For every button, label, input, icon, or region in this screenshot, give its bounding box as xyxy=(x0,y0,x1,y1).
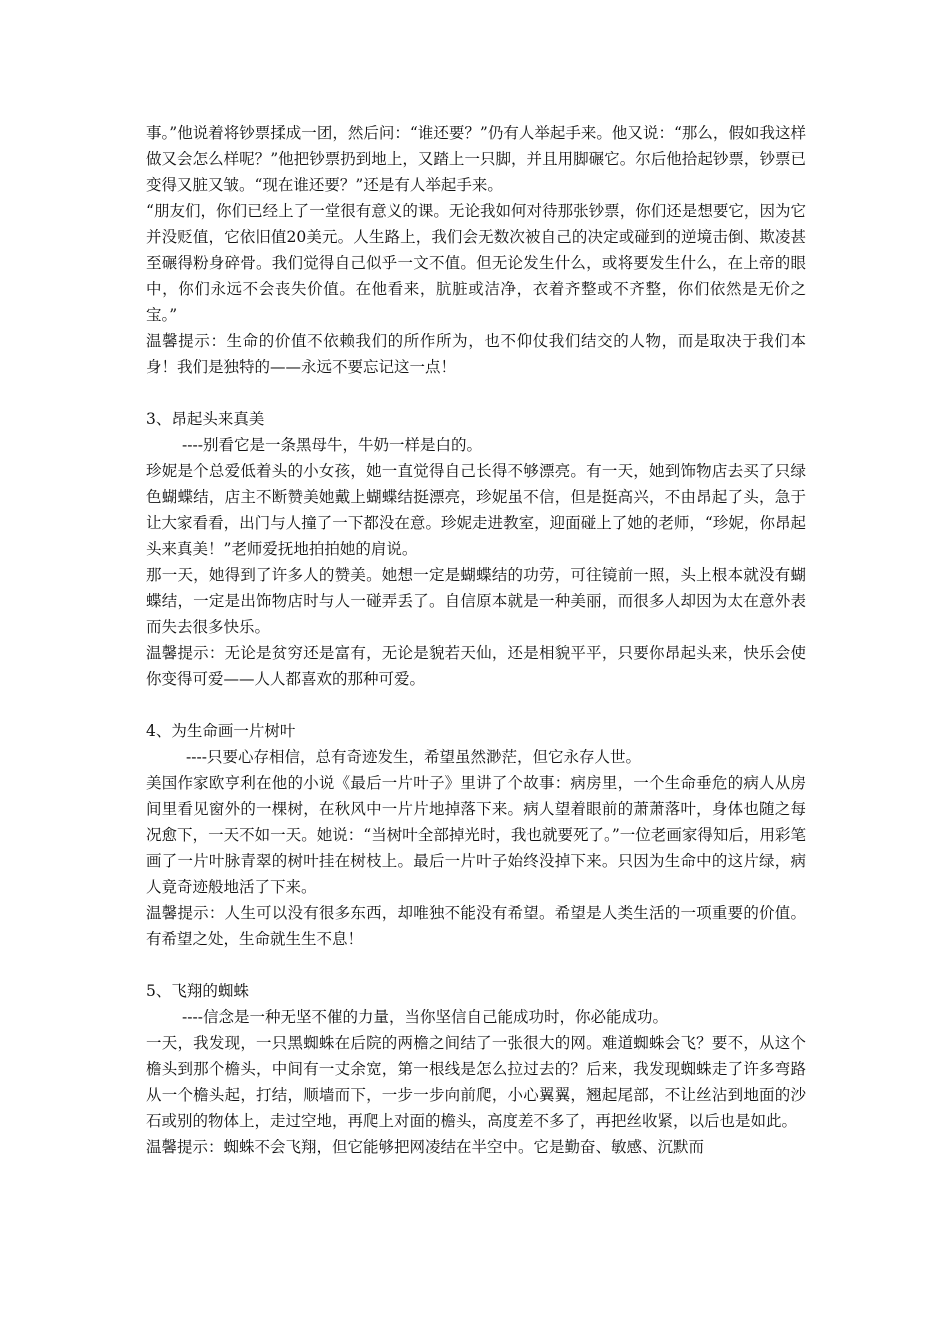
section-5-tip: 温馨提示：蜘蛛不会飞翔，但它能够把网凌结在半空中。它是勤奋、敏感、沉默而 xyxy=(146,1138,705,1156)
section-3-paragraph-2: 那一天，她得到了许多人的赞美。她想一定是蝴蝶结的功劳，可往镜前一照，头上根本就没有蝴蝶结，一定是出饰物店时与人一碰弄丢了。自信原本就是一种美丽，而很多人却因为太在意外表而失去很多快乐。 xyxy=(146,566,806,636)
section-spacer xyxy=(146,952,806,978)
section-4-paragraph-1: 美国作家欧亨利在他的小说《最后一片叶子》里讲了个故事：病房里，一个生命垂危的病人从房间里看见窗外的一棵树，在秋风中一片片地掉落下来。病人望着眼前的萧萧落叶，身体也随之每况愈下，一天不如一天。她说：“当树叶全部掉光时，我也就要死了。”一位老画家得知后，用彩笔画了一片叶脉青翠的树叶挂在树枝上。最后一片叶子始终没掉下来。只因为生命中的这片绿，病人竟奇迹般地活了下来。 xyxy=(146,774,806,896)
section-5-title: 5、飞翔的蜘蛛 xyxy=(146,982,249,1000)
section-3-paragraph-1: 珍妮是个总爱低着头的小女孩，她一直觉得自己长得不够漂亮。有一天，她到饰物店去买了只绿色蝴蝶结，店主不断赞美她戴上蝴蝶结挺漂亮，珍妮虽不信，但是挺高兴，不由昂起了头，急于让大家看看，出门与人撞了一下都没在意。珍妮走进教室，迎面碰上了她的老师，“珍妮，你昂起头来真美！”老师爱抚地拍拍她的肩说。 xyxy=(146,462,806,558)
section-3-quote: ----别看它是一条黑母牛，牛奶一样是白的。 xyxy=(182,436,482,454)
section-4-tip: 温馨提示：人生可以没有很多东西，却唯独不能没有希望。希望是人类生活的一项重要的价值。有希望之处，生命就生生不息！ xyxy=(146,904,806,948)
intro-paragraph-1: 事。”他说着将钞票揉成一团，然后问：“谁还要？”仍有人举起手来。他又说：“那么，假如我这样做又会怎么样呢？”他把钞票扔到地上，又踏上一只脚，并且用脚碾它。尔后他拾起钞票，钞票已变得又脏又皱。“现在谁还要？”还是有人举起手来。 xyxy=(146,124,806,194)
intro-paragraph-2: “朋友们，你们已经上了一堂很有意义的课。无论我如何对待那张钞票，你们还是想要它，因为它并没贬值，它依旧值20美元。人生路上，我们会无数次被自己的决定或碰到的逆境击倒、欺凌甚至碾得粉身碎骨。我们觉得自己似乎一文不值。但无论发生什么，或将要发生什么，在上帝的眼中，你们永远不会丧失价值。在他看来，肮脏或洁净，衣着齐整或不齐整，你们依然是无价之宝。” xyxy=(146,202,806,324)
section-spacer xyxy=(146,380,806,406)
section-5-quote: ----信念是一种无坚不催的力量，当你坚信自己能成功时，你必能成功。 xyxy=(182,1008,668,1026)
document-page xyxy=(146,120,806,1160)
intro-tip: 温馨提示：生命的价值不依赖我们的所作所为，也不仰仗我们结交的人物，而是取决于我们本身！我们是独特的——永远不要忘记这一点！ xyxy=(146,332,806,376)
section-3-tip: 温馨提示：无论是贫穷还是富有，无论是貌若天仙，还是相貌平平，只要你昂起头来，快乐会使你变得可爱——人人都喜欢的那种可爱。 xyxy=(146,644,806,688)
section-4-title: 4、为生命画一片树叶 xyxy=(146,722,296,740)
section-3-title: 3、昂起头来真美 xyxy=(146,410,265,428)
section-5-paragraph-1: 一天，我发现，一只黑蜘蛛在后院的两檐之间结了一张很大的网。难道蜘蛛会飞？要不，从这个檐头到那个檐头，中间有一丈余宽，第一根线是怎么拉过去的？后来，我发现蜘蛛走了许多弯路 从一个檐头起，打结，顺墙而下，一步一步向前爬，小心翼翼，翘起尾部，不让丝沾到地面的沙石或别的物体上，走过空地，再爬上对面的檐头，高度差不多了，再把丝收紧，以后也是如此。 xyxy=(146,1034,806,1130)
section-spacer xyxy=(146,692,806,718)
section-4-quote: ----只要心存相信，总有奇迹发生，希望虽然渺茫，但它永存人世。 xyxy=(186,748,641,766)
